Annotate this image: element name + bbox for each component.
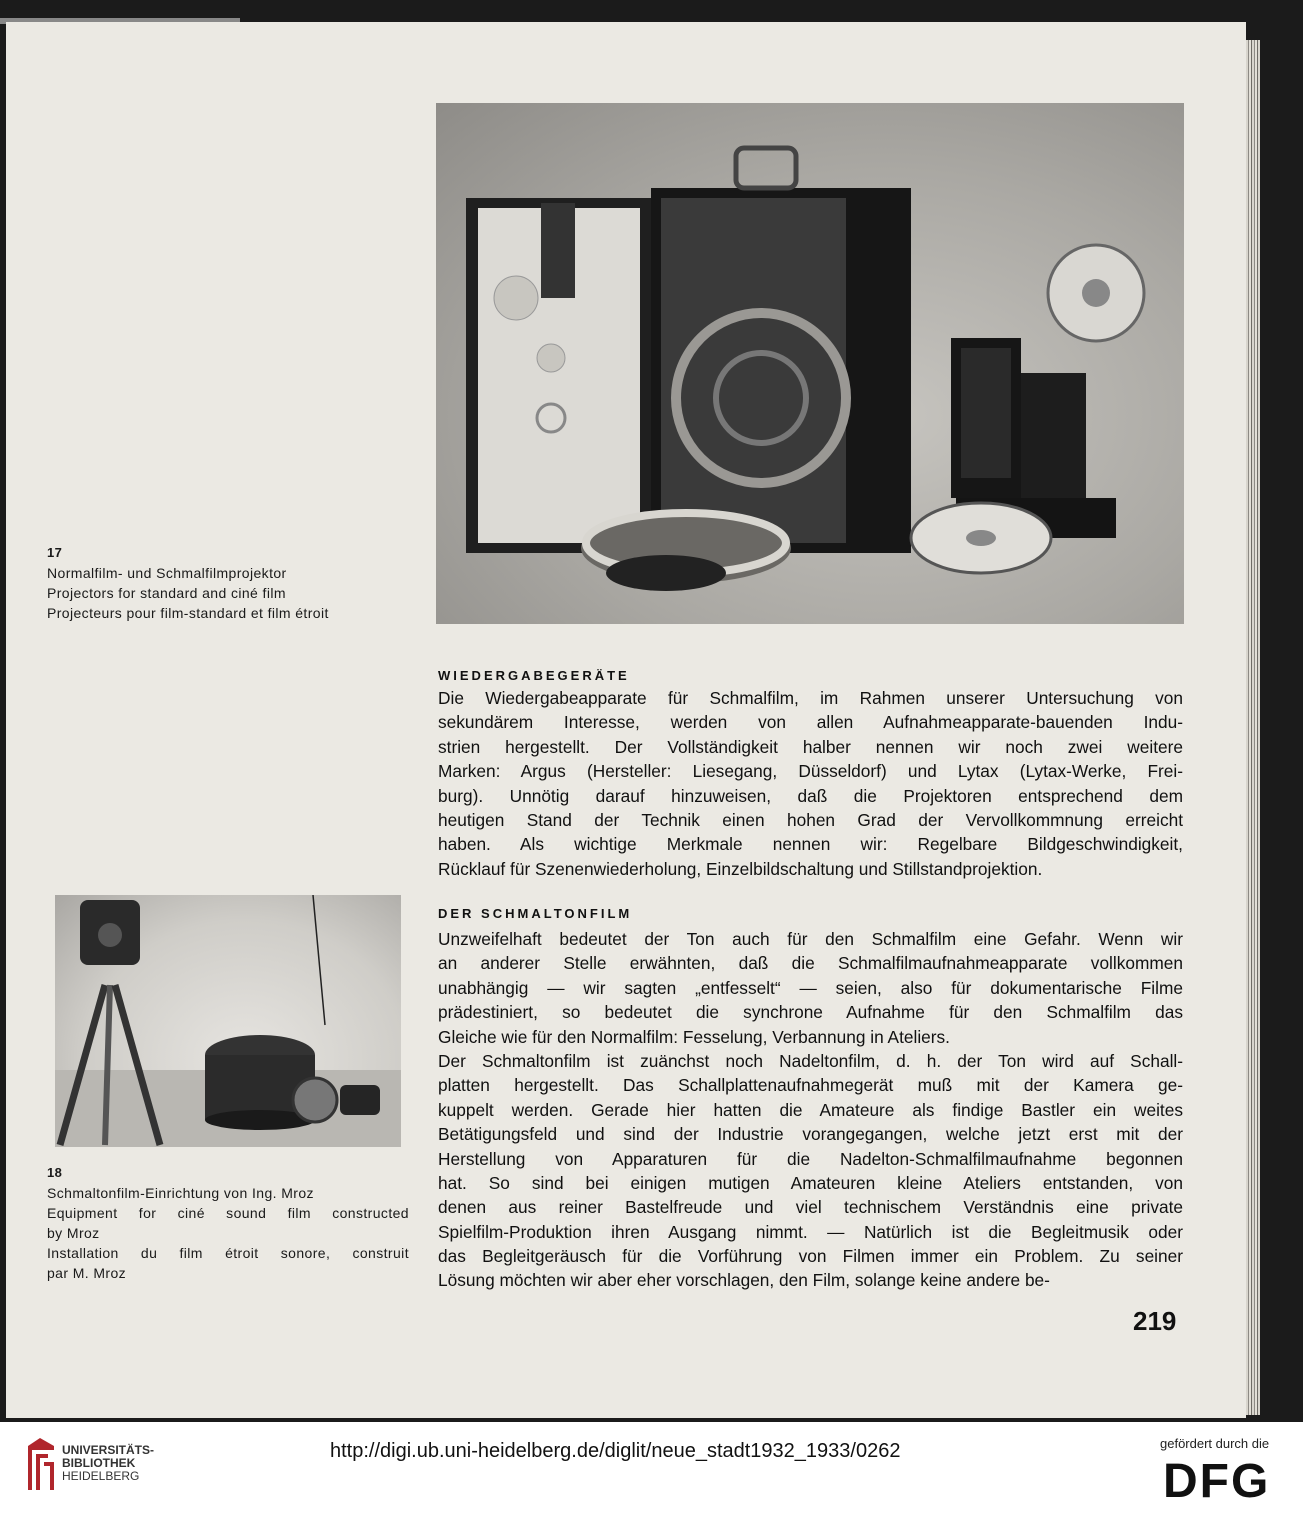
upper-reel-hub <box>1082 279 1110 307</box>
caption-french: Projecteurs pour film-standard et film étroit <box>47 605 329 621</box>
caption-english-cont: by Mroz <box>47 1225 100 1241</box>
camera-lens <box>98 923 122 947</box>
cable <box>313 895 325 1025</box>
text-line: kuppelt werden. Gerade hier hatten die Amateure als findige Bastler ein weites <box>438 1099 1183 1120</box>
text-line: Lösung möchten wir aber eher vorschlagen, den Film, solange keine andere be- <box>438 1270 1050 1291</box>
figure-17-caption <box>47 543 407 623</box>
lid-label <box>541 203 575 298</box>
text-line: strien hergestellt. Der Vollständigkeit halber nennen wir noch zwei weitere <box>438 736 1183 757</box>
text-line: Herstellung von Apparaturen für die Nadelton-Schmalfilmaufnahme begonnen <box>438 1148 1183 1169</box>
caption-english: Projectors for standard and ciné film <box>47 585 286 601</box>
section-body <box>438 686 1183 881</box>
text-line: Spielfilm-Produktion ihren Ausgang nimmt. — Natürlich ist die Begleitmusik oder <box>438 1221 1183 1242</box>
caption-french-cont: par M. Mroz <box>47 1265 127 1281</box>
section-body <box>438 927 1183 1293</box>
lid-hole <box>494 276 538 320</box>
text-line: Der Schmaltonfilm ist zuänchst noch Nadeltonfilm, d. h. der Ton wird auf Schall- <box>438 1050 1183 1071</box>
caption-english: Equipment for ciné sound film constructed <box>47 1205 409 1221</box>
text-line: platten hergestellt. Das Schallplattenaufnahmegerät muß mit der Kamera ge- <box>438 1075 1183 1096</box>
library-name-line3: HEIDELBERG <box>62 1469 140 1483</box>
figure-18-caption <box>47 1163 409 1283</box>
library-name-line2: BIBLIOTHEK <box>62 1456 136 1470</box>
page-edges <box>1246 40 1260 1415</box>
caption-german: Normalfilm- und Schmalfilmprojektor <box>47 565 287 581</box>
permalink-url[interactable]: http://digi.ub.uni-heidelberg.de/diglit/neue_stadt1932_1933/0262 <box>330 1440 901 1462</box>
text-line: denen aus reiner Bastelfreude und viel technischem Verständnis eine private <box>438 1197 1183 1218</box>
funding-label: gefördert durch die <box>1160 1436 1270 1451</box>
text-line: heutigen Stand der Technik einen hohen Grad der Vervollkommnung erreicht <box>438 809 1183 830</box>
text-line: Marken: Argus (Hersteller: Liesegang, Düsseldorf) und Lytax (Lytax-Werke, Frei- <box>438 761 1183 782</box>
text-line: haben. Als wichtige Merkmale nennen wir: Regelbare Bildgeschwindigkeit, <box>438 834 1183 855</box>
film-coil <box>606 555 726 591</box>
text-line: Gleiche wie für den Normalfilm: Fesselung, Verbannung in Ateliers. <box>438 1026 950 1047</box>
small-projector-grille <box>961 348 1011 478</box>
text-line: sekundärem Interesse, werden von allen Aufnahmeapparate-bauenden Indu- <box>438 712 1183 733</box>
projector-mechanism <box>661 198 846 543</box>
library-logo-icon <box>22 1436 58 1494</box>
sound-film-equipment-illustration <box>55 895 401 1147</box>
footer-bar <box>0 1422 1303 1518</box>
text-line: burg). Unnötig darauf hinzuweisen, daß die Projektoren entsprechend dem <box>438 785 1183 806</box>
lower-reel-hub <box>966 530 996 546</box>
caption-french: Installation du film étroit sonore, construit <box>47 1245 409 1261</box>
figure-number: 18 <box>47 1165 63 1180</box>
text-line: Betätigungsfeld und sind der Industrie vorangegangen, welche jetzt erst mit der <box>438 1124 1183 1145</box>
figure-number: 17 <box>47 545 63 560</box>
figure-18-photo <box>55 895 401 1147</box>
section-heading: DER SCHMALTONFILM <box>438 906 633 921</box>
text-line: unabhängig — wir sagten „entfesselt“ — seien, also für dokumentarische Filme <box>438 977 1183 998</box>
text-line: Rücklauf für Szenenwiederholung, Einzelbildschaltung und Stillstandprojektion. <box>438 858 1043 879</box>
page-number: 219 <box>1133 1306 1177 1336</box>
text-line: hat. So sind bei einigen mutigen Amateuren kleine Ateliers entstanden, von <box>438 1172 1183 1193</box>
motor <box>340 1085 380 1115</box>
lid-hole <box>537 344 565 372</box>
text-line: Die Wiedergabeapparate für Schmalfilm, im Rahmen unserer Untersuchung von <box>438 688 1183 708</box>
projectors-illustration <box>436 103 1184 624</box>
drive-wheel <box>293 1078 337 1122</box>
text-line: das Begleitgeräusch für die Vorführung von Filmen immer ein Problem. Zu seiner <box>438 1246 1183 1267</box>
text-line: an anderer Stelle erwähnten, daß die Schmalfilmaufnahmeapparate vollkommen <box>438 953 1183 974</box>
dfg-logo: DFG <box>1163 1455 1271 1508</box>
section-heading: WIEDERGABEGERÄTE <box>438 668 630 683</box>
text-line: Unzweifelhaft bedeutet der Ton auch für den Schmalfilm eine Gefahr. Wenn wir <box>438 929 1183 949</box>
figure-17-photo <box>436 103 1184 624</box>
text-line: prädestiniert, so bedeutet die synchrone Aufnahme für den Schmalfilm das <box>438 1002 1183 1023</box>
caption-german: Schmaltonfilm-Einrichtung von Ing. Mroz <box>47 1185 314 1201</box>
library-name-line1: UNIVERSITÄTS- <box>62 1443 155 1457</box>
case-handle <box>736 148 796 188</box>
